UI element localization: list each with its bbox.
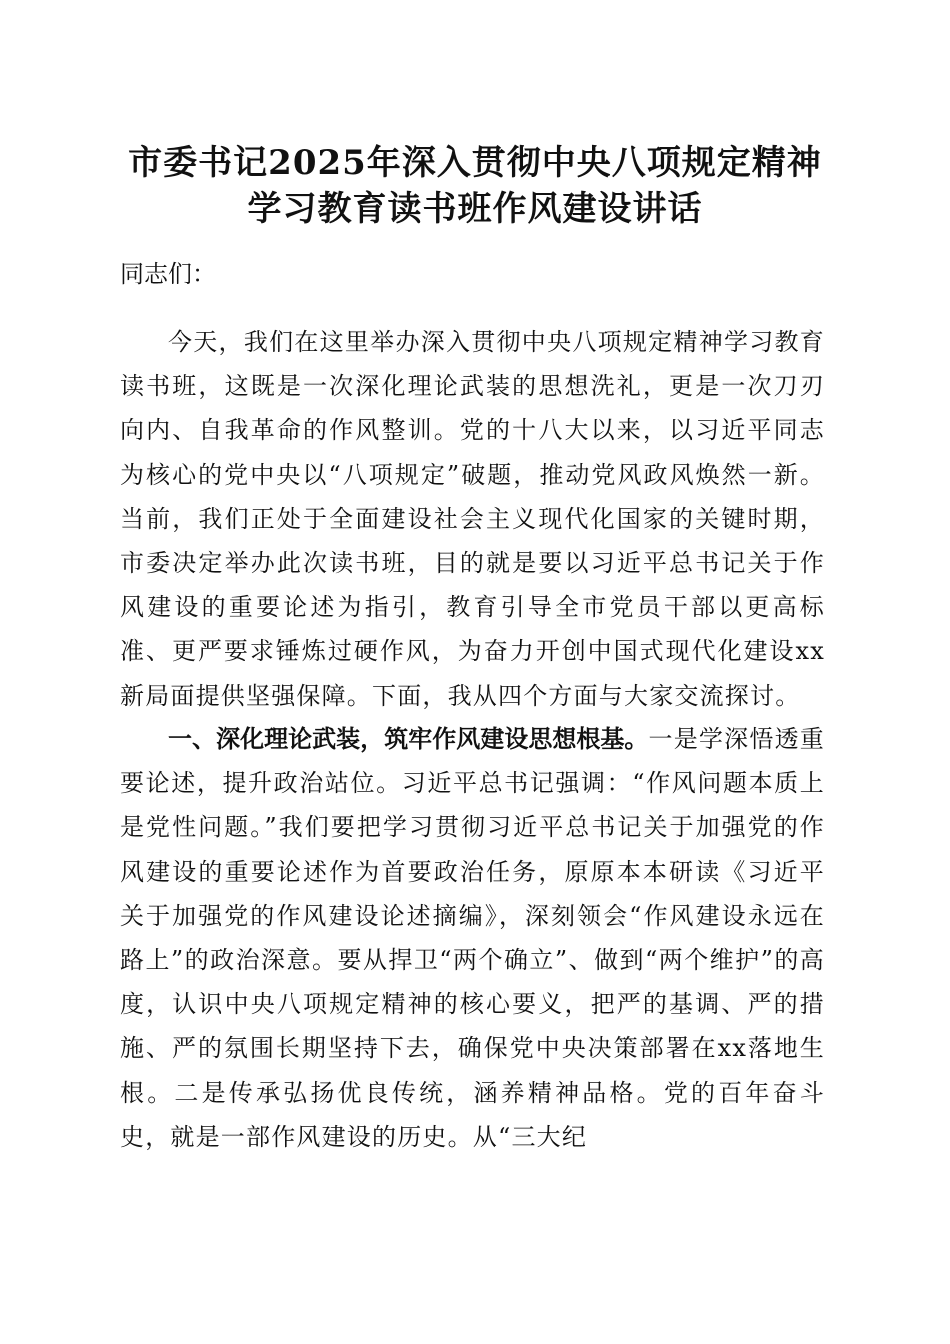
document-title-line-2: 学习教育读书班作风建设讲话 xyxy=(247,189,703,229)
salutation: 同志们： xyxy=(120,260,216,288)
paragraph-intro-text: 今天，我们在这里举办深入贯彻中央八项规定精神学习教育读书班，这既是一次深化理论武装的思想洗礼，更是一次刀刃向内、自我革命的作风整训。党的十八大以来，以习近平同志为核心的党中央以“八项规定”破题，推动党风政风焕然一新。当前，我们正处于全面建设社会主义现代化国家的关键时期，市委决定举办此次读书班，目的就是要以习近平总书记关于作风建设的重要论述为指引，教育引导全市党员干部以更高标准、更严要求锤炼过硬作风，为奋力开创中国式现代化建设xx新局面提供坚强保障。下面，我从四个方面与大家交流探讨。 xyxy=(120,328,825,710)
document-title-line-1: 市委书记2025年深入贯彻中央八项规定精神 xyxy=(128,143,822,183)
paragraph-section-1-text xyxy=(120,717,825,1159)
section-1-heading: 一、深化理论武装，筑牢作风建设思想根基。 xyxy=(168,725,649,753)
paragraph-section-1 xyxy=(120,717,825,1159)
paragraph-intro xyxy=(120,320,825,718)
section-1-body: 一是学深悟透重要论述，提升政治站位。习近平总书记强调：“作风问题本质上是党性问题。”我们要把学习贯彻习近平总书记关于加强党的作风建设的重要论述作为首要政治任务，原原本本研读《习近平关于加强党的作风建设论述摘编》，深刻领会“作风建设永远在路上”的政治深意。要从捍卫“两个确立”、做到“两个维护”的高度，认识中央八项规定精神的核心要义，把严的基调、严的措施、严的氛围长期坚持下去，确保党中央决策部署在xx落地生根。二是传承弘扬优良传统，涵养精神品格。党的百年奋斗史，就是一部作风建设的历史。从“三大纪 xyxy=(120,725,826,1151)
